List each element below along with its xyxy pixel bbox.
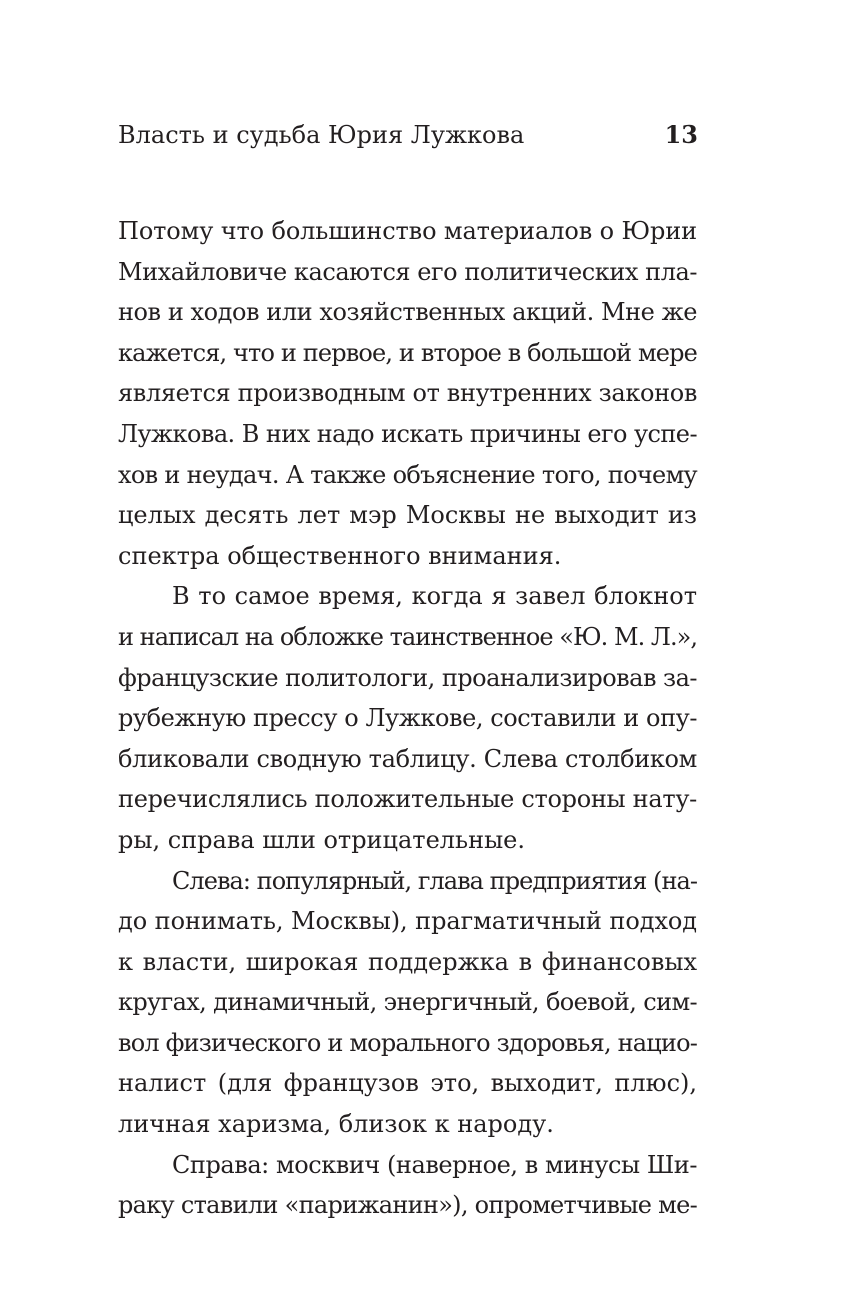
- body-text: [118, 211, 697, 1226]
- text-line: французские политологи, проанализировав за-: [118, 663, 697, 692]
- text-line: бликовали сводную таблицу. Слева столбиком: [118, 744, 697, 773]
- text-line: кажется, что и первое, и второе в большой мере: [118, 338, 697, 367]
- running-head-title: Власть и судьба Юрия Лужкова: [118, 121, 525, 149]
- text-line: В то самое время, когда я завел блокнот: [172, 582, 697, 611]
- text-line: рубежную прессу о Лужкове, составили и опу-: [118, 704, 698, 733]
- text-line: спектра общественного внимания.: [118, 541, 562, 570]
- text-line: Михайловиче касаются его политических пла-: [118, 257, 698, 286]
- text-line: вол физического и морального здоровья, нацио-: [118, 1028, 697, 1057]
- text-line: хов и неудач. А также объяснение того, почему: [118, 460, 697, 489]
- text-line: кругах, динамичный, энергичный, боевой, сим-: [118, 988, 697, 1017]
- text-line: целых десять лет мэр Москвы не выходит из: [118, 501, 697, 530]
- text-line: нов и ходов или хозяйственных акций. Мне же: [118, 298, 698, 327]
- text-line: является производным от внутренних законов: [118, 379, 698, 408]
- text-line: ры, справа шли отрицательные.: [118, 825, 526, 854]
- text-line: раку ставили «парижанин»), опрометчивые ме-: [118, 1191, 697, 1220]
- text-line: Справа: москвич (наверное, в минусы Ши-: [172, 1150, 697, 1179]
- page-number: 13: [664, 120, 698, 149]
- text-line: налист (для французов это, выходит, плюс),: [118, 1069, 697, 1098]
- text-line: Лужкова. В них надо искать причины его успе-: [118, 419, 697, 448]
- text-line: Потому что большинство материалов о Юрии: [118, 217, 698, 245]
- text-line: до понимать, Москвы), прагматичный подход: [118, 907, 698, 936]
- text-line: к власти, широкая поддержка в финансовых: [118, 947, 697, 976]
- text-line: личная харизма, близок к народу.: [118, 1110, 554, 1139]
- text-line: и написал на обложке таинственное «Ю. М. Л.»,: [118, 622, 698, 651]
- text-line: перечислялись положительные стороны нату-: [118, 785, 697, 814]
- text-line: Слева: популярный, глава предприятия (на-: [172, 866, 698, 895]
